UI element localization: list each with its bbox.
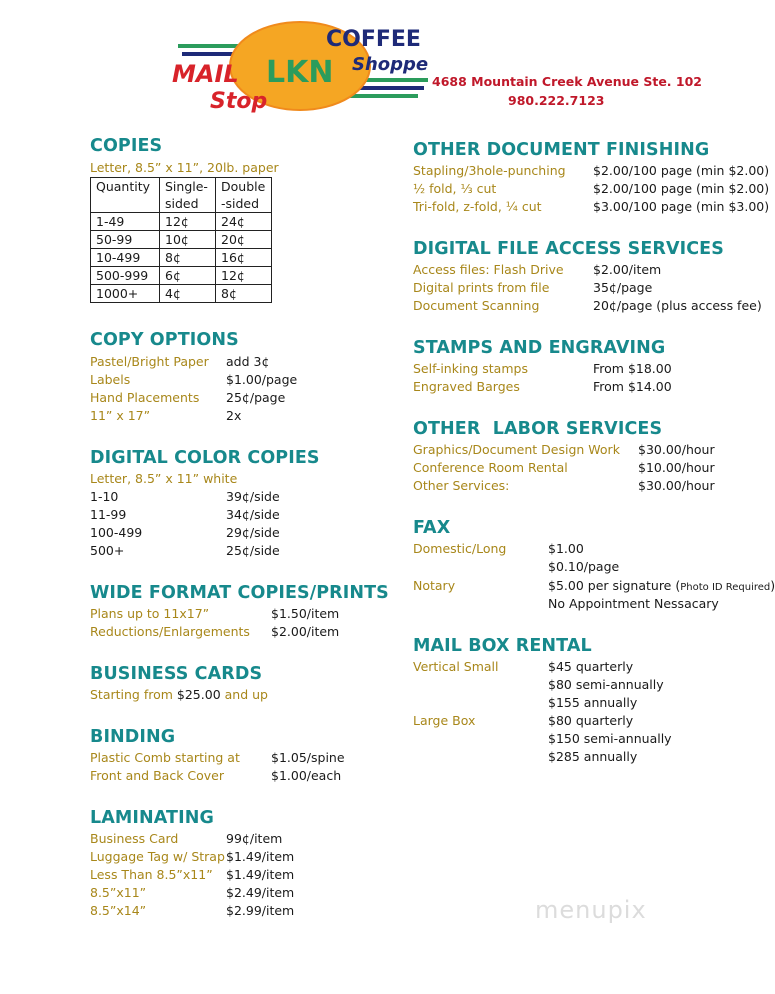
- table-header: Single- sided: [160, 178, 216, 213]
- business-cards-line: [90, 686, 268, 704]
- list-item-price: $155 annually: [548, 695, 638, 710]
- list-item-label: Other Services:: [413, 478, 510, 493]
- business-cards-heading: BUSINESS CARDS: [90, 664, 263, 684]
- list-item-price: 99¢/item: [226, 831, 283, 846]
- list-item-price: $10.00/hour: [638, 460, 715, 475]
- table-cell: 10-499: [91, 249, 160, 267]
- binding-heading: BINDING: [90, 727, 176, 747]
- logo-lkn: LKN: [266, 55, 334, 90]
- table-cell: 8¢: [160, 249, 216, 267]
- list-item-price: $1.50/item: [271, 606, 340, 621]
- table-cell: 6¢: [160, 267, 216, 285]
- table-cell: 10¢: [160, 231, 216, 249]
- list-item-price: $30.00/hour: [638, 442, 715, 457]
- logo: [168, 16, 430, 120]
- store-phone: 980.222.7123: [508, 93, 605, 108]
- list-item-price: $1.49/item: [226, 867, 295, 882]
- list-item-label: Luggage Tag w/ Strap: [90, 849, 225, 864]
- notary-price-line: [548, 577, 775, 597]
- table-cell: 1000+: [91, 285, 160, 303]
- list-item-price: 20¢/page (plus access fee): [593, 298, 762, 313]
- list-item-price: $2.00/item: [593, 262, 662, 277]
- notary-close: ): [770, 578, 775, 593]
- list-item-label: Less Than 8.5”x11”: [90, 867, 213, 882]
- table-row: [91, 213, 272, 231]
- list-item-label: Front and Back Cover: [90, 768, 225, 783]
- list-item-label: 8.5”x11”: [90, 885, 147, 900]
- list-item-label: Document Scanning: [413, 298, 540, 313]
- business-cards-prefix: Starting from: [90, 687, 177, 702]
- table-row: [91, 285, 272, 303]
- list-item-price: From $14.00: [593, 379, 672, 394]
- fax-domestic-price: $1.00: [548, 541, 584, 556]
- list-item-price: $285 annually: [548, 749, 638, 764]
- list-item-label: Reductions/Enlargements: [90, 624, 250, 639]
- list-item-label: Plastic Comb starting at: [90, 750, 240, 765]
- list-item-label: Access files: Flash Drive: [413, 262, 564, 277]
- list-item-label: Graphics/Document Design Work: [413, 442, 620, 457]
- logo-coffee: COFFEE: [326, 27, 421, 52]
- list-item-label: 11-99: [90, 507, 127, 522]
- list-item-price: $80 quarterly: [548, 713, 634, 728]
- list-item-price: 25¢/page: [226, 390, 286, 405]
- table-cell: 50-99: [91, 231, 160, 249]
- logo-shoppe: Shoppe: [352, 54, 429, 75]
- table-row: [91, 267, 272, 285]
- list-item-label: Pastel/Bright Paper: [90, 354, 209, 369]
- list-item-label: ½ fold, ⅓ cut: [413, 181, 497, 196]
- list-item-label: Labels: [90, 372, 131, 387]
- list-item-price: $150 semi-annually: [548, 731, 672, 746]
- store-address: 4688 Mountain Creek Avenue Ste. 102: [432, 74, 703, 89]
- list-item-label: Business Card: [90, 831, 179, 846]
- list-item-price: $1.05/spine: [271, 750, 345, 765]
- digital-color-heading: DIGITAL COLOR COPIES: [90, 448, 320, 468]
- notary-note: No Appointment Nessacary: [548, 596, 719, 611]
- fax-domestic-per-page: $0.10/page: [548, 559, 620, 574]
- table-cell: 24¢: [216, 213, 272, 231]
- list-item-label: Stapling/3hole-punching: [413, 163, 566, 178]
- list-item-price: $2.00/100 page (min $2.00): [593, 181, 770, 196]
- table-row: [91, 249, 272, 267]
- table-header: Quantity: [91, 178, 160, 213]
- fax-heading: FAX: [413, 518, 451, 538]
- fax-domestic-label: Domestic/Long: [413, 541, 507, 556]
- list-item-price: 35¢/page: [593, 280, 653, 295]
- labor-heading: OTHER LABOR SERVICES: [413, 419, 663, 439]
- copies-subtitle: Letter, 8.5” x 11”, 20lb. paper: [90, 160, 279, 175]
- table-cell: 12¢: [216, 267, 272, 285]
- list-item-price: 29¢/side: [226, 525, 280, 540]
- list-item-price: $30.00/hour: [638, 478, 715, 493]
- finishing-heading: OTHER DOCUMENT FINISHING: [413, 140, 710, 160]
- list-item-price: $2.99/item: [226, 903, 295, 918]
- list-item-price: 39¢/side: [226, 489, 280, 504]
- table-cell: 16¢: [216, 249, 272, 267]
- notary-price: $5.00 per signature (: [548, 578, 681, 593]
- table-cell: 4¢: [160, 285, 216, 303]
- list-item-price: $2.49/item: [226, 885, 295, 900]
- list-item-price: $1.00/each: [271, 768, 342, 783]
- table-cell: 12¢: [160, 213, 216, 231]
- list-item-label: 500+: [90, 543, 125, 558]
- table-cell: 1-49: [91, 213, 160, 231]
- list-item-label: 100-499: [90, 525, 143, 540]
- watermark: menupix: [535, 896, 647, 924]
- list-item-price: $1.49/item: [226, 849, 295, 864]
- table-cell: 20¢: [216, 231, 272, 249]
- list-item-price: $2.00/100 page (min $2.00): [593, 163, 770, 178]
- list-item-price: $2.00/item: [271, 624, 340, 639]
- mailbox-large-label: Large Box: [413, 713, 476, 728]
- list-item-label: Plans up to 11x17”: [90, 606, 210, 621]
- business-cards-price: $25.00: [176, 687, 221, 702]
- list-item-price: $45 quarterly: [548, 659, 634, 674]
- notary-label: Notary: [413, 578, 456, 593]
- stamps-heading: STAMPS AND ENGRAVING: [413, 338, 666, 358]
- laminating-heading: LAMINATING: [90, 808, 214, 828]
- list-item-label: Hand Placements: [90, 390, 200, 405]
- copy-options-heading: COPY OPTIONS: [90, 330, 239, 350]
- copies-heading: COPIES: [90, 136, 163, 156]
- logo-mail: MAIL: [172, 60, 239, 88]
- logo-graphic: [168, 16, 430, 120]
- table-header-row: [91, 178, 272, 213]
- list-item-price: From $18.00: [593, 361, 672, 376]
- list-item-price: $1.00/page: [226, 372, 298, 387]
- mailbox-small-label: Vertical Small: [413, 659, 499, 674]
- business-cards-suffix: and up: [220, 687, 268, 702]
- list-item-label: 11” x 17”: [90, 408, 151, 423]
- wide-format-heading: WIDE FORMAT COPIES/PRINTS: [90, 583, 389, 603]
- table-cell: 500-999: [91, 267, 160, 285]
- table-cell: 8¢: [216, 285, 272, 303]
- table-row: [91, 231, 272, 249]
- list-item-label: Engraved Barges: [413, 379, 520, 394]
- list-item-price: 25¢/side: [226, 543, 280, 558]
- table-header: Double -sided: [216, 178, 272, 213]
- list-item-price: $80 semi-annually: [548, 677, 664, 692]
- digital-color-subtitle: Letter, 8.5” x 11” white: [90, 471, 238, 486]
- mailbox-heading: MAIL BOX RENTAL: [413, 636, 592, 656]
- logo-stop: Stop: [210, 89, 268, 114]
- list-item-label: 8.5”x14”: [90, 903, 147, 918]
- list-item-price: add 3¢: [226, 354, 270, 369]
- list-item-label: Digital prints from file: [413, 280, 550, 295]
- list-item-price: $3.00/100 page (min $3.00): [593, 199, 770, 214]
- notary-requirement: Photo ID Required: [680, 582, 771, 593]
- list-item-price: 34¢/side: [226, 507, 280, 522]
- list-item-label: Self-inking stamps: [413, 361, 528, 376]
- copies-table: [90, 177, 272, 303]
- list-item-label: 1-10: [90, 489, 119, 504]
- list-item-price: 2x: [226, 408, 242, 423]
- list-item-label: Tri-fold, z-fold, ¼ cut: [413, 199, 542, 214]
- digital-file-heading: DIGITAL FILE ACCESS SERVICES: [413, 239, 724, 259]
- list-item-label: Conference Room Rental: [413, 460, 568, 475]
